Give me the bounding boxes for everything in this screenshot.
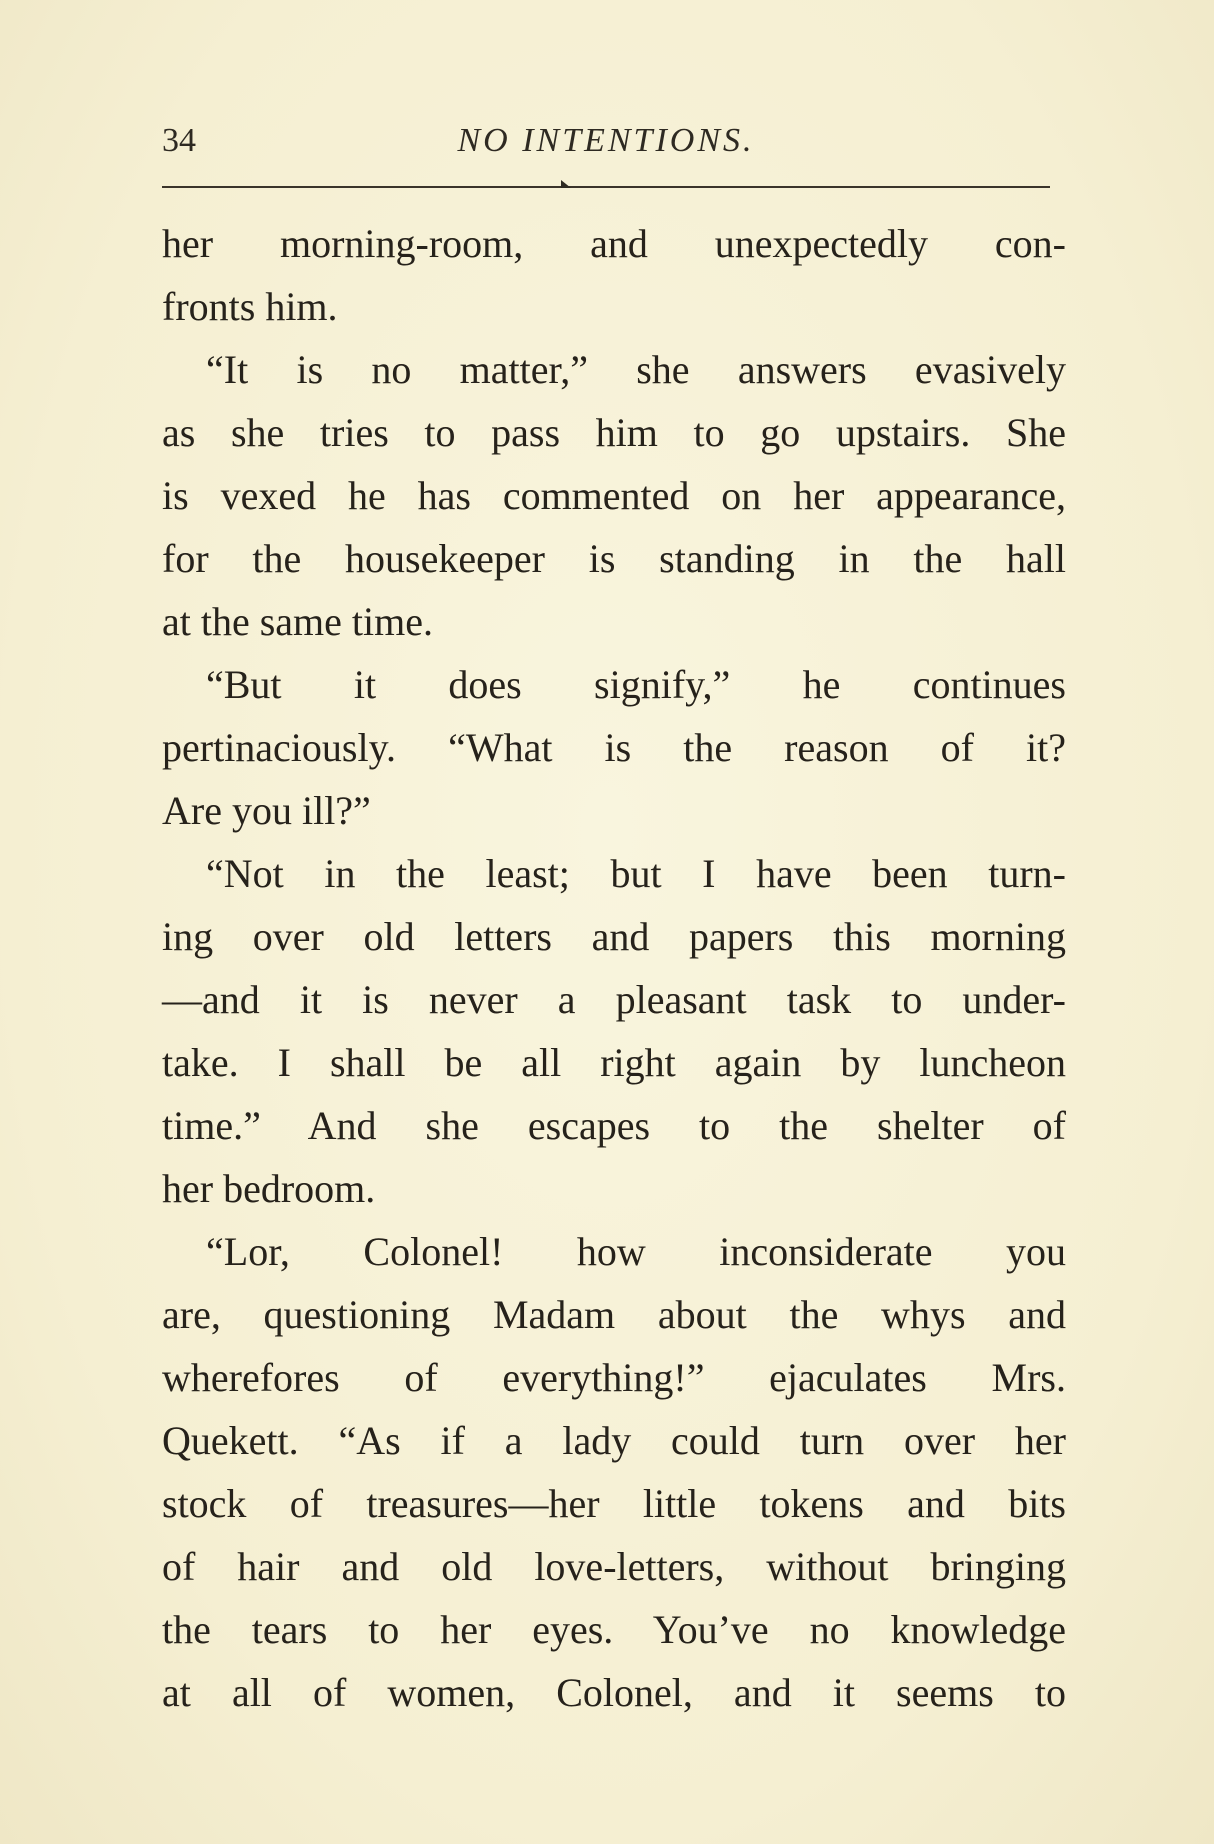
text-line: take. I shall be all right again by luncheon: [162, 1040, 1066, 1085]
text-line: “But it does signify,” he continues: [206, 662, 1066, 707]
text-line: of hair and old love-letters, without bringing: [162, 1544, 1066, 1589]
body-text: [162, 212, 1066, 1724]
text-line: “Lor, Colonel! how inconsiderate you: [206, 1229, 1066, 1274]
running-head: [162, 118, 1050, 164]
text-line: her morning-room, and unexpectedly con-: [162, 221, 1066, 266]
rule-ornament: [561, 180, 571, 188]
text-line: “Not in the least; but I have been turn-: [206, 851, 1066, 896]
text-line: Quekett. “As if a lady could turn over her: [162, 1418, 1066, 1463]
text-line: wherefores of everything!” ejaculates Mrs.: [162, 1355, 1066, 1400]
text-line: Are you ill?”: [162, 788, 371, 833]
text-line: at all of women, Colonel, and it seems to: [162, 1670, 1066, 1715]
text-line: “It is no matter,” she answers evasively: [206, 347, 1066, 392]
text-line: is vexed he has commented on her appearance,: [162, 473, 1066, 518]
text-line: time.” And she escapes to the shelter of: [162, 1103, 1066, 1148]
page-number: 34: [162, 122, 196, 159]
text-line: the tears to her eyes. You’ve no knowledge: [162, 1607, 1066, 1652]
text-line: her bedroom.: [162, 1166, 376, 1211]
text-line: ing over old letters and papers this morning: [162, 914, 1066, 959]
text-line: fronts him.: [162, 284, 338, 329]
text-line: are, questioning Madam about the whys and: [162, 1292, 1066, 1337]
header-rule: [162, 186, 1050, 188]
text-line: at the same time.: [162, 599, 434, 644]
text-line: as she tries to pass him to go upstairs. She: [162, 410, 1066, 455]
text-line: —and it is never a pleasant task to under-: [162, 977, 1066, 1022]
running-title: NO INTENTIONS.: [457, 122, 755, 159]
text-line: stock of treasures—her little tokens and bits: [162, 1481, 1066, 1526]
text-line: pertinaciously. “What is the reason of it?: [162, 725, 1066, 770]
text-line: for the housekeeper is standing in the hall: [162, 536, 1066, 581]
